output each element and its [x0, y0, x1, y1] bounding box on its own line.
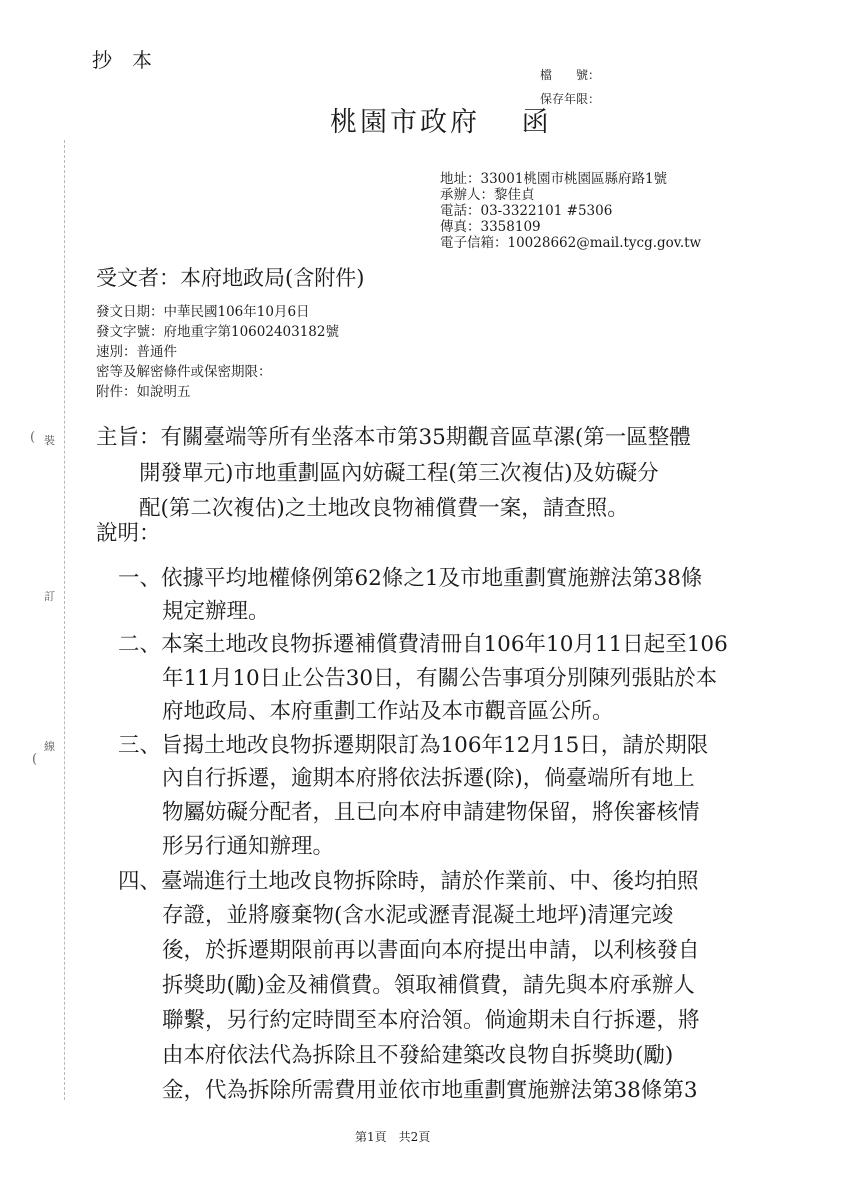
attachment-note: 附件：如說明五 — [96, 384, 191, 400]
binding-bracket-icon: ( — [32, 752, 38, 767]
contact-email: 電子信箱：10028662@mail.tycg.gov.tw — [440, 235, 702, 251]
explanation-line: 三、旨揭土地改良物拆遷期限訂為106年12月15日，請於期限 — [118, 733, 709, 758]
copy-mark: 抄本 — [92, 48, 172, 72]
binding-line — [64, 140, 65, 1100]
explanation-line: 二、本案土地改良物拆遷補償費清冊自106年10月11日起至106 — [118, 632, 728, 657]
explanation-label: 說明： — [96, 521, 161, 546]
page-number: 第1頁 共2頁 — [355, 1130, 431, 1144]
explanation-line: 年11月10日止公告30日，有關公告事項分別陳列張貼於本 — [162, 666, 718, 691]
retention-label: 保存年限： — [540, 92, 601, 106]
binding-mark-xian: 線 — [44, 740, 55, 753]
explanation-line: 聯繫，另行約定時間至本府洽領。倘逾期未自行拆遷，將 — [162, 1008, 700, 1033]
explanation-line: 四、臺端進行土地改良物拆除時，請於作業前、中、後均拍照 — [118, 869, 699, 894]
binding-mark-zhuang: 裝 — [44, 434, 55, 447]
recipient: 受文者：本府地政局(含附件) — [96, 266, 365, 290]
explanation-line: 拆獎助(勵)金及補償費。領取補償費，請先與本府承辦人 — [162, 973, 695, 998]
secrecy-level: 密等及解密條件或保密期限： — [96, 364, 272, 380]
page-title: 桃園市政府 函 — [330, 107, 552, 138]
binding-mark-ding: 訂 — [44, 590, 55, 603]
document-number: 發文字號：府地重字第10602403182號 — [96, 324, 339, 340]
subject-line: 開發單元)市地重劃區內妨礙工程(第三次複估)及妨礙分 — [139, 461, 659, 486]
explanation-line: 存證，並將廢棄物(含水泥或瀝青混凝土地坪)清運完竣 — [162, 903, 674, 928]
explanation-line: 規定辦理。 — [162, 599, 270, 624]
issue-date: 發文日期：中華民國106年10月6日 — [96, 304, 310, 320]
speed-class: 速別：普通件 — [96, 344, 177, 360]
explanation-line: 形另行通知辦理。 — [162, 834, 335, 859]
explanation-line: 內自行拆遷，逾期本府將依法拆遷(除)，倘臺端所有地上 — [162, 766, 695, 791]
explanation-line: 由本府依法代為拆除且不發給建築改良物自拆獎助(勵) — [162, 1043, 674, 1068]
explanation-line: 府地政局、本府重劃工作站及本市觀音區公所。 — [162, 699, 614, 724]
subject-line: 配(第二次複估)之土地改良物補償費一案，請查照。 — [139, 496, 629, 521]
file-number-label: 檔 號： — [540, 68, 601, 82]
contact-address: 地址：33001桃園市桃園區縣府路1號 — [440, 171, 668, 187]
contact-phone: 電話：03-3322101 #5306 — [440, 203, 613, 219]
explanation-line: 金，代為拆除所需費用並依市地重劃實施辦法第38條第3 — [162, 1078, 698, 1103]
contact-handler: 承辦人：黎佳貞 — [440, 187, 535, 203]
explanation-line: 後，於拆遷期限前再以書面向本府提出申請，以利核發自 — [162, 938, 700, 963]
contact-fax: 傳真：3358109 — [440, 219, 541, 235]
binding-bracket-icon: ( — [30, 430, 36, 445]
explanation-line: 一、依據平均地權條例第62條之1及市地重劃實施辦法第38條 — [118, 566, 703, 591]
explanation-line: 物屬妨礙分配者，且已向本府申請建物保留，將俟審核情 — [162, 800, 700, 825]
subject-line: 主旨：有關臺端等所有坐落本市第35期觀音區草漯(第一區整體 — [96, 425, 691, 450]
